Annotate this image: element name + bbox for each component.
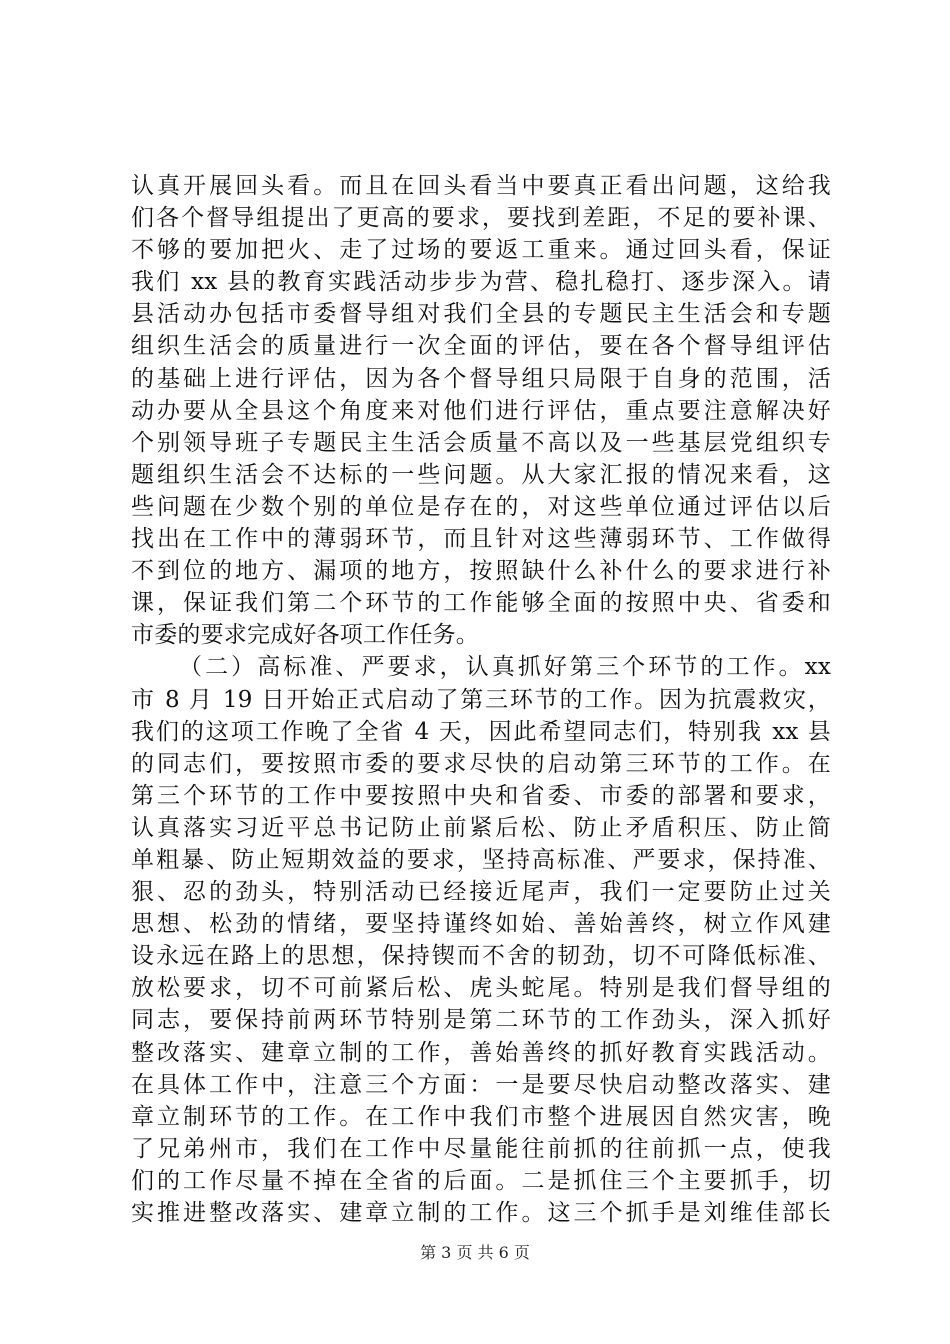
- text-line: 找出在工作中的薄弱环节，而且针对这些薄弱环节、工作做得: [131, 526, 831, 553]
- text-line: 个别领导班子专题民主生活会质量不高以及一些基层党组织专: [131, 429, 831, 456]
- text-line: 不到位的地方、漏项的地方，按照缺什么补什么的要求进行补: [131, 558, 831, 585]
- text-line: 课，保证我们第二个环节的工作能够全面的按照中央、省委和: [131, 590, 831, 617]
- text-line: 我们的这项工作晚了全省 4 天，因此希望同志们，特别我 xx 县: [131, 718, 831, 745]
- text-line: 组织生活会的质量进行一次全面的评估，要在各个督导组评估: [131, 333, 831, 360]
- text-line: 狠、忍的劲头，特别活动已经接近尾声，我们一定要防止过关: [131, 879, 831, 906]
- text-line: 们的工作尽量不掉在全省的后面。二是抓住三个主要抓手，切: [131, 1167, 831, 1194]
- text-line: 思想、松劲的情绪，要坚持谨终如始、善始善终，树立作风建: [131, 911, 831, 938]
- text-line: 我们 xx 县的教育实践活动步步为营、稳扎稳打、逐步深入。请: [131, 269, 831, 296]
- text-line: 整改落实、建章立制的工作，善始善终的抓好教育实践活动。: [131, 1039, 831, 1066]
- text-line: 不够的要加把火、走了过场的要返工重来。通过回头看，保证: [131, 237, 831, 264]
- text-line: 县活动办包括市委督导组对我们全县的专题民主生活会和专题: [131, 301, 831, 328]
- text-line: 市 8 月 19 日开始正式启动了第三环节的工作。因为抗震救灾，: [131, 686, 831, 713]
- text-line: 放松要求，切不可前紧后松、虎头蛇尾。特别是我们督导组的: [131, 975, 831, 1002]
- text-line: 单粗暴、防止短期效益的要求，坚持高标准、严要求，保持准、: [131, 846, 831, 873]
- text-line: 在具体工作中，注意三个方面：一是要尽快启动整改落实、建: [131, 1071, 831, 1098]
- text-line: 第三个环节的工作中要按照中央和省委、市委的部署和要求，: [131, 782, 831, 809]
- section-heading-line: （二）高标准、严要求，认真抓好第三个环节的工作。xx: [179, 654, 831, 681]
- text-line: 些问题在少数个别的单位是存在的，对这些单位通过评估以后: [131, 493, 831, 520]
- text-line: 们各个督导组提出了更高的要求，要找到差距，不足的要补课、: [131, 205, 831, 232]
- text-line: 市委的要求完成好各项工作任务。: [131, 622, 479, 649]
- text-line: 认真开展回头看。而且在回头看当中要真正看出问题，这给我: [131, 173, 831, 199]
- page-number-footer: 第 3 页 共 6 页: [420, 1243, 530, 1262]
- text-line: 了兄弟州市，我们在工作中尽量能往前抓的往前抓一点，使我: [131, 1135, 831, 1162]
- text-line: 认真落实习近平总书记防止前紧后松、防止矛盾积压、防止简: [131, 814, 831, 841]
- text-line: 章立制环节的工作。在工作中我们市整个进展因自然灾害，晚: [131, 1103, 831, 1130]
- body-text: [131, 170, 831, 1229]
- text-line: 的同志们，要按照市委的要求尽快的启动第三环节的工作。在: [131, 750, 831, 777]
- text-line: 同志，要保持前两环节特别是第二环节的工作劲头，深入抓好: [131, 1007, 831, 1034]
- text-line: 实推进整改落实、建章立制的工作。这三个抓手是刘维佳部长: [131, 1200, 831, 1226]
- text-line: 的基础上进行评估，因为各个督导组只局限于自身的范围，活: [131, 365, 831, 392]
- text-line: 题组织生活会不达标的一些问题。从大家汇报的情况来看，这: [131, 461, 831, 488]
- text-line: 设永远在路上的思想，保持锲而不舍的韧劲，切不可降低标准、: [131, 943, 831, 970]
- text-line: 动办要从全县这个角度来对他们进行评估，重点要注意解决好: [131, 397, 831, 424]
